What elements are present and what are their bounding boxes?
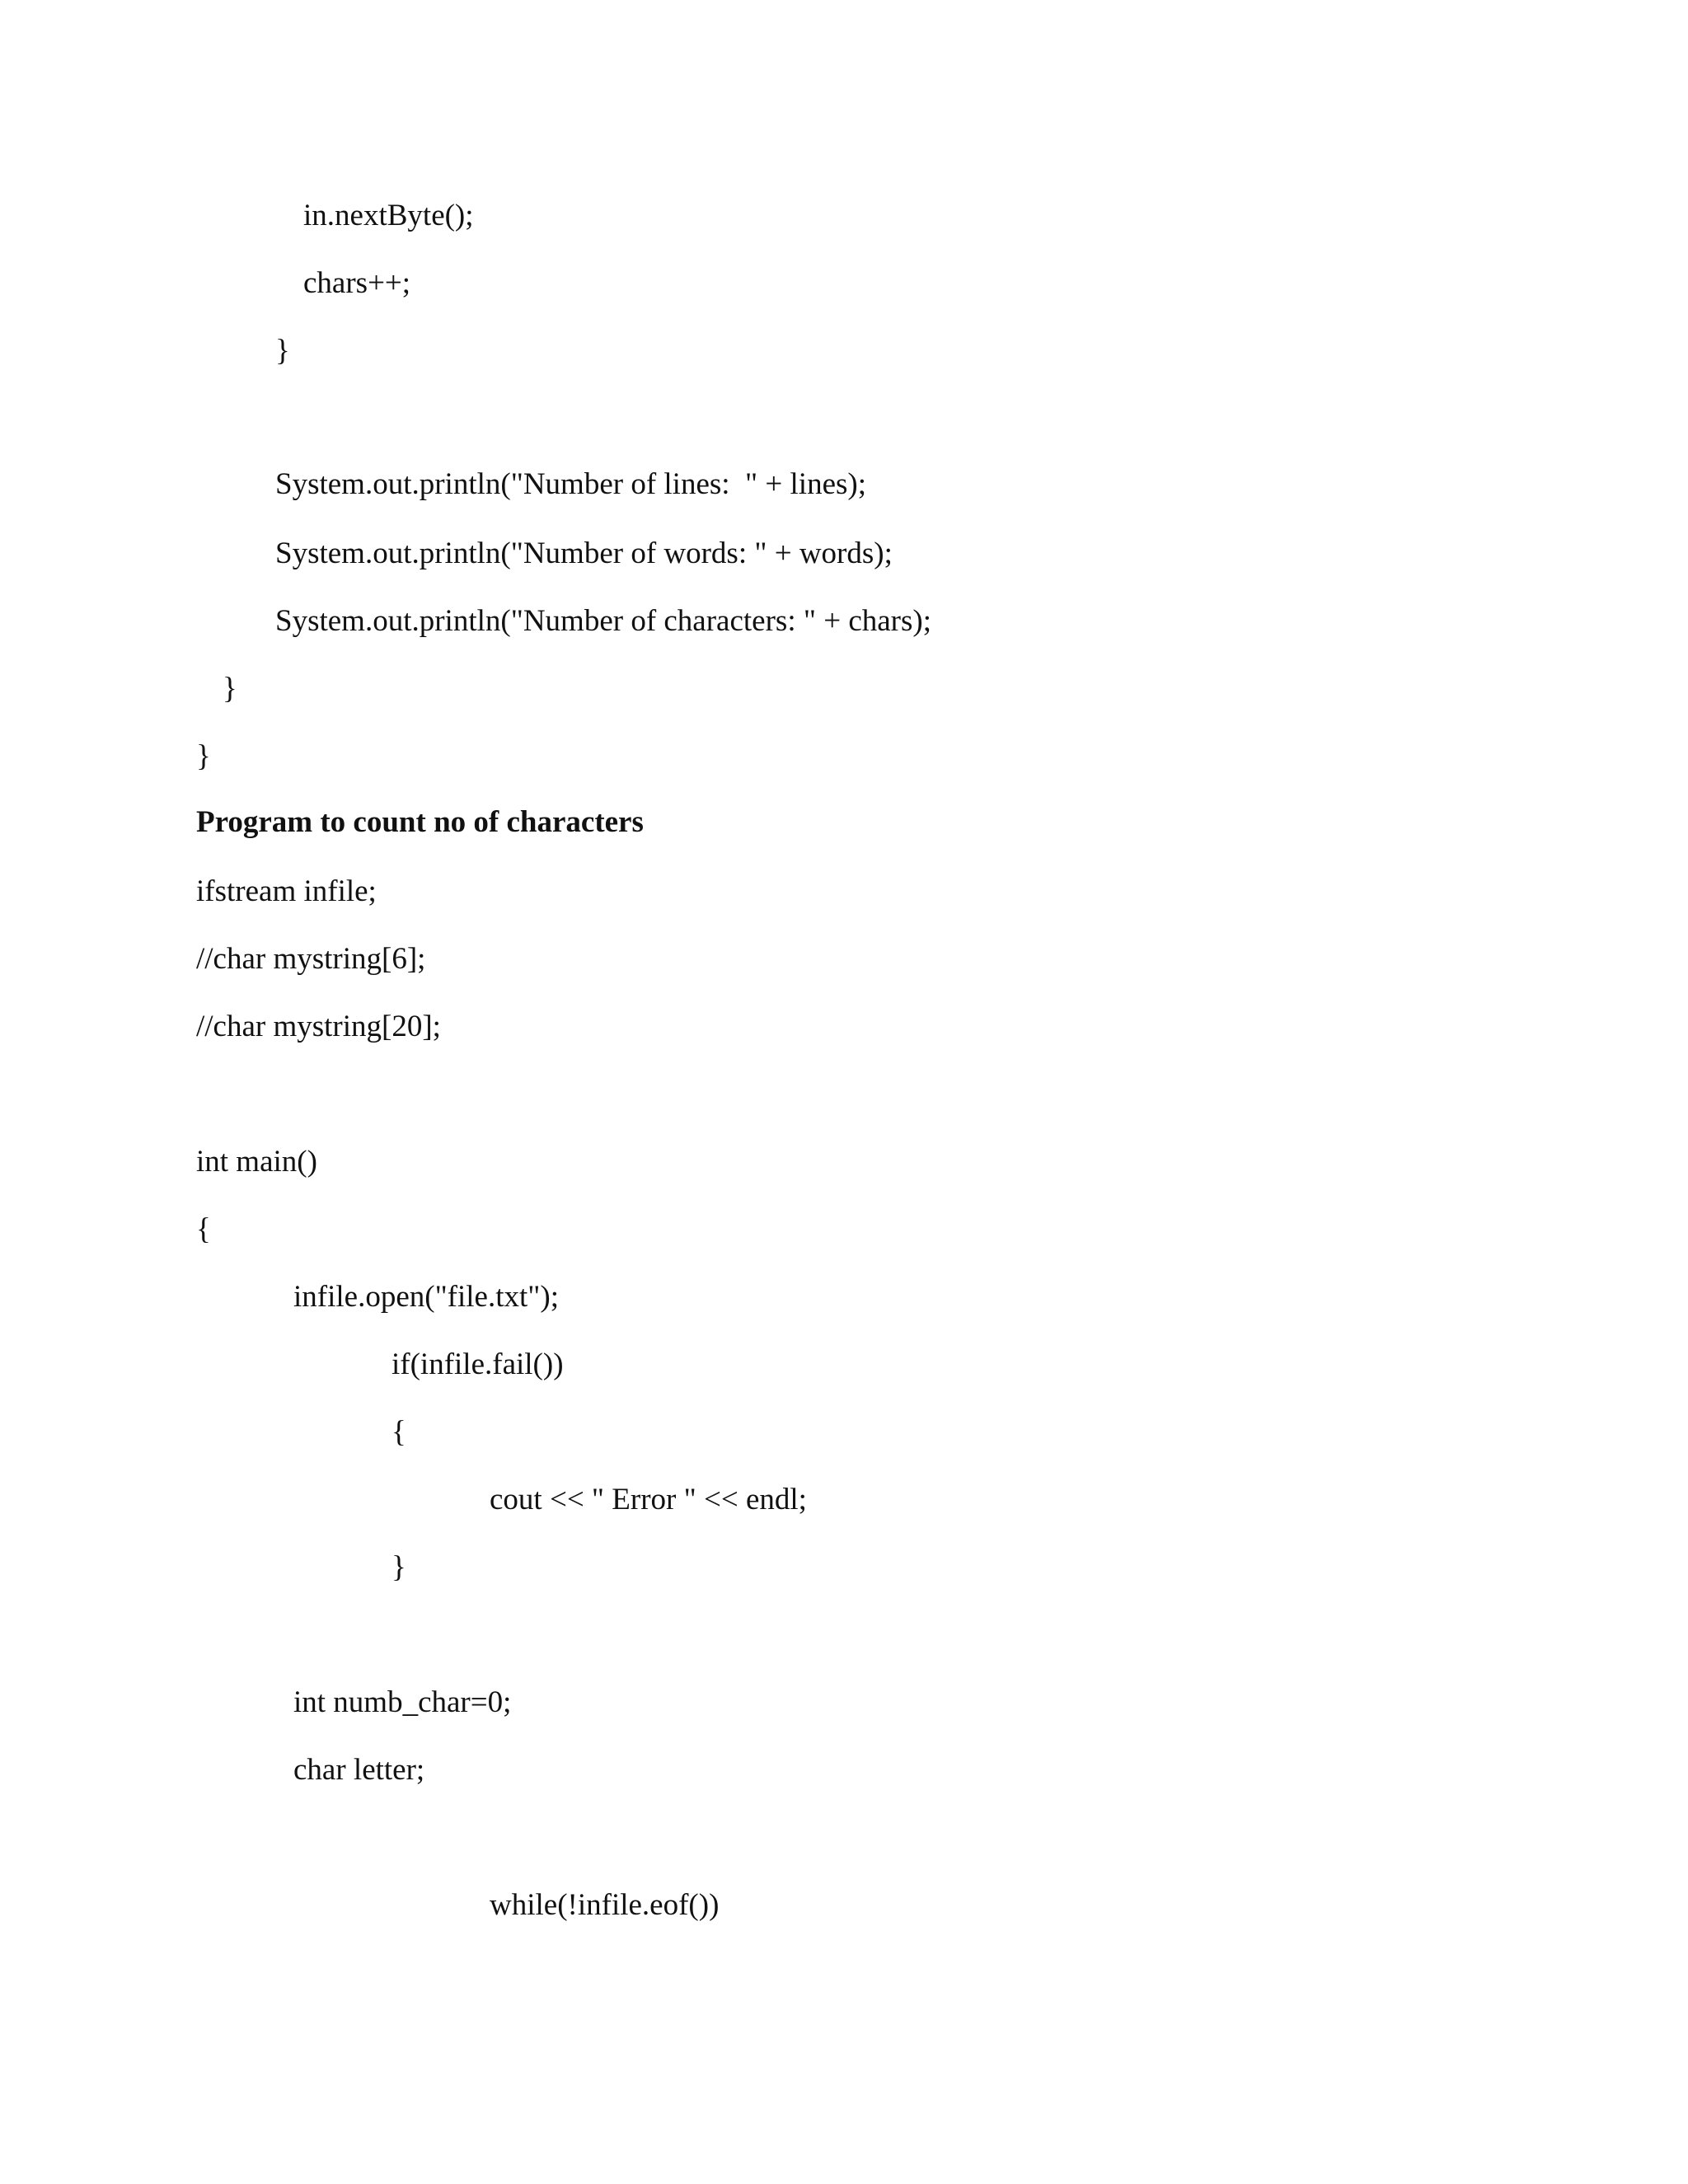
code-line: while(!infile.eof()): [490, 1888, 720, 1922]
code-line: System.out.println("Number of characters: " + chars);: [275, 604, 931, 638]
code-line: cout << " Error " << endl;: [490, 1483, 807, 1516]
code-line: }: [223, 672, 237, 705]
code-line: }: [275, 334, 290, 368]
section-heading: Program to count no of characters: [196, 805, 644, 839]
code-line: System.out.println("Number of lines: " + lines);: [275, 467, 867, 501]
code-line: {: [392, 1415, 406, 1449]
code-line: ifstream infile;: [196, 874, 377, 908]
code-line: chars++;: [303, 266, 411, 300]
code-line: infile.open("file.txt");: [293, 1280, 559, 1314]
code-line: int numb_char=0;: [293, 1685, 512, 1719]
code-line: in.nextByte();: [303, 199, 474, 232]
code-line: //char mystring[6];: [196, 942, 426, 976]
code-line: System.out.println("Number of words: " + words);: [275, 537, 893, 570]
code-line: if(infile.fail()): [392, 1347, 564, 1381]
code-line: {: [196, 1212, 211, 1246]
code-line: char letter;: [293, 1753, 425, 1787]
code-line: //char mystring[20];: [196, 1010, 441, 1043]
code-line: int main(): [196, 1145, 317, 1179]
code-line: }: [392, 1550, 406, 1584]
code-line: }: [196, 739, 211, 773]
